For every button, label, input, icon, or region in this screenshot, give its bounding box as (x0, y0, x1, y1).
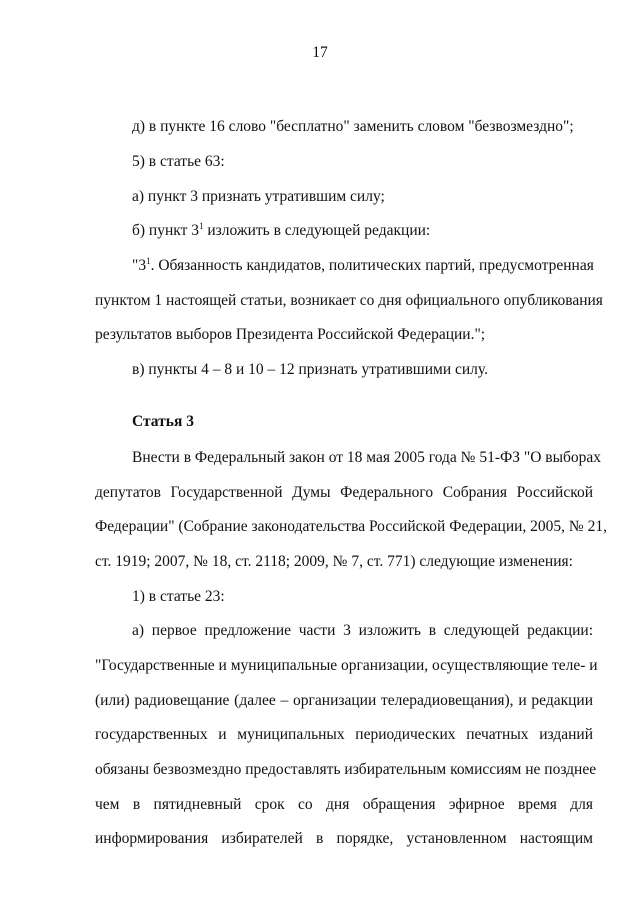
text-line: а) пункт 3 признать утратившим силу; (132, 188, 385, 205)
text-line: депутатов Государственной Думы Федерального Собрания Российской (95, 484, 593, 501)
text-line: государственных и муниципальных периодических печатных изданий (95, 726, 593, 743)
text-fragment: . Обязанность кандидатов, политических партий, предусмотренная (150, 257, 594, 274)
text-line: д) в пункте 16 слово "бесплатно" заменить словом "безвозмездно"; (132, 118, 574, 135)
text-line: "Государственные и муниципальные организации, осуществляющие теле- и (95, 657, 598, 674)
text-line: 1) в статье 23: (132, 588, 225, 605)
text-fragment: б) пункт 3 (132, 222, 199, 239)
text-line-with-superscript (132, 221, 430, 241)
text-line: пунктом 1 настоящей статьи, возникает со дня официального опубликования (95, 292, 603, 309)
text-fragment: "3 (132, 257, 147, 274)
superscript: 1 (146, 255, 151, 266)
text-fragment: изложить в следующей редакции: (203, 222, 431, 239)
text-line: а) первое предложение части 3 изложить в следующей редакции: (132, 622, 593, 639)
text-line-with-superscript (132, 256, 593, 276)
text-line: в) пункты 4 – 8 и 10 – 12 признать утратившими силу. (132, 361, 488, 378)
text-line: информирования избирателей в порядке, установленном настоящим (95, 830, 593, 847)
superscript: 1 (199, 220, 204, 231)
text-line: 5) в статье 63: (132, 153, 225, 170)
text-line: чем в пятидневный срок со дня обращения эфирное время для (95, 796, 593, 813)
text-line: обязаны безвозмездно предоставлять избирательным комиссиям не позднее (95, 761, 597, 778)
text-line: ст. 1919; 2007, № 18, ст. 2118; 2009, № 7, ст. 771) следующие изменения: (95, 553, 573, 570)
text-line: Федерации" (Собрание законодательства Российской Федерации, 2005, № 21, (95, 518, 607, 535)
text-line: Внести в Федеральный закон от 18 мая 2005 года № 51-ФЗ "О выборах (132, 449, 602, 466)
section-heading: Статья 3 (132, 413, 194, 430)
text-line: результатов выборов Президента Российской Федерации."; (95, 326, 486, 343)
text-line: (или) радиовещание (далее – организации телерадиовещания), и редакции (95, 692, 593, 709)
page-number: 17 (312, 44, 328, 61)
